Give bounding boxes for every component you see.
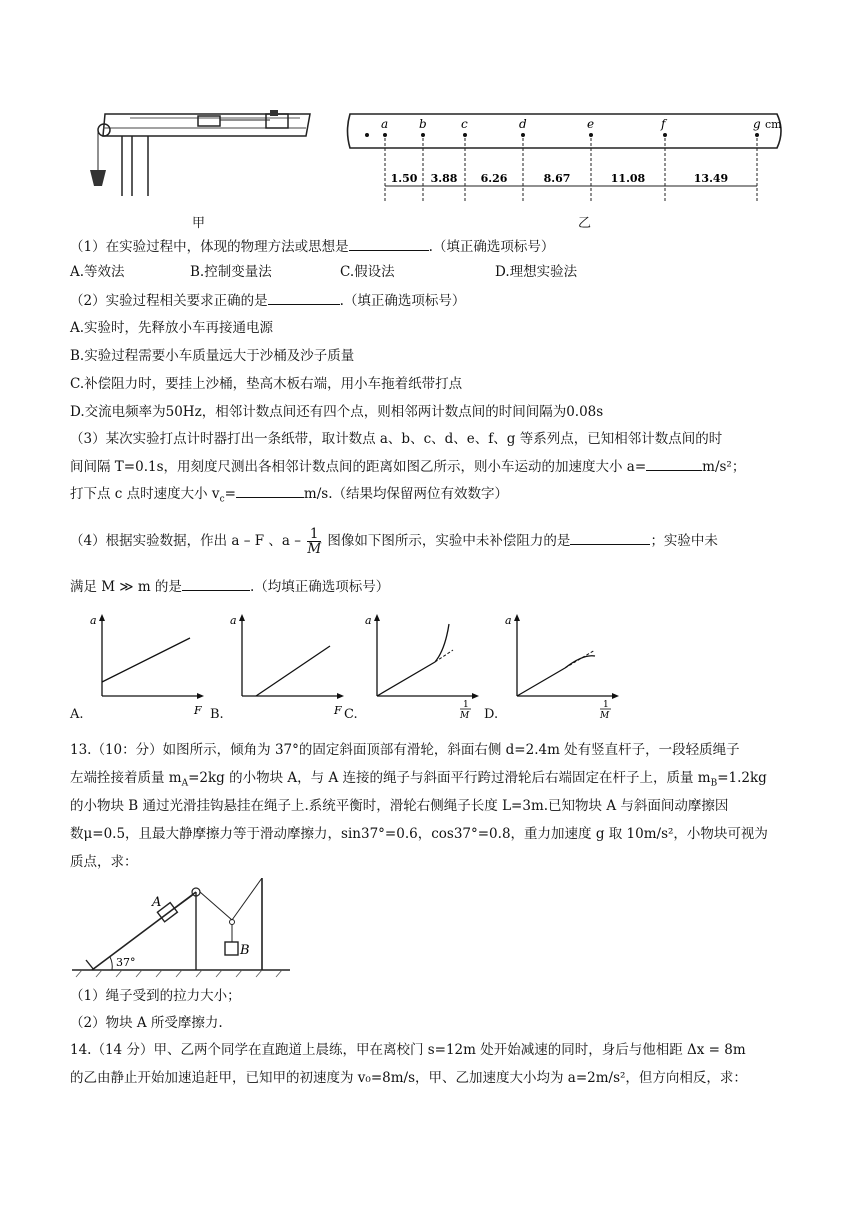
label-block-a: A (152, 895, 162, 910)
answer-blank[interactable] (182, 576, 250, 591)
q12-1-stem: （1）在实验过程中，体现的物理方法或思想是 .（填正确选项标号） (70, 236, 554, 257)
figure-yi-tape (345, 106, 785, 206)
graph-option-label: B. (210, 707, 224, 722)
graph-x-label: F (334, 704, 342, 717)
answer-blank[interactable] (570, 530, 650, 545)
q13-line1: 13.（10：分）如图所示，倾角为 37°的固定斜面顶部有滑轮，斜面右侧 d=2.4m 处有竖直杆子，一段轻质绳子 (70, 742, 740, 758)
option-b: B.控制变量法 (190, 264, 272, 280)
q13-line5: 质点，求： (70, 854, 138, 870)
q12-3-line3: 打下点 c 点时速度大小 $v_c= m/s$.（结果均保留两位有效数字） (70, 483, 508, 510)
q12-4-line2: 满足 M ≫ m 的是 .（均填正确选项标号） (70, 576, 389, 597)
q12-2-option-d: D.交流电频率为50Hz，相邻计数点间还有四个点，则相邻两计数点间的时间间隔为0.08s (70, 404, 604, 420)
q14-line2: 的乙由静止开始加速追赶甲，已知甲的初速度为 v₀=8m/s，甲、乙加速度大小均为 a=2m/s²，但方向相反，求： (70, 1070, 747, 1086)
q12-2-option-b: B.实验过程需要小车质量远大于沙桶及沙子质量 (70, 348, 355, 364)
tape-distance: 8.67 (543, 172, 571, 185)
tape-label-e: e (587, 117, 595, 131)
label-angle: 37° (116, 956, 136, 969)
tape-label-b: b (419, 117, 427, 131)
graph-x-num: 1 (463, 700, 469, 710)
graph-d (505, 610, 630, 720)
tape-point-b (421, 133, 425, 137)
tape-label-d: d (519, 117, 527, 131)
graph-x-num: 1 (603, 700, 609, 710)
tape-distance: 6.26 (480, 172, 508, 185)
q12-2-option-c: C.补偿阻力时，要挂上沙桶，垫高木板右端，用小车拖着纸带打点 (70, 376, 463, 392)
graph-option-label: C. (344, 707, 358, 722)
tape-point-a (383, 133, 387, 137)
answer-blank[interactable] (268, 290, 340, 305)
q12-2-option-a: A.实验时，先释放小车再接通电源 (70, 320, 274, 336)
graph-y-label: a (230, 614, 237, 627)
tape-label-f: f (661, 117, 666, 131)
tape-distance: 3.88 (430, 172, 458, 185)
option-d: D.理想实验法 (495, 264, 578, 280)
tape-distance: 11.08 (610, 172, 646, 185)
tape-label-c: c (461, 117, 468, 131)
graph-c (365, 610, 490, 720)
q12-4-line1: （4）根据实验数据，作出 a – F 、a – $\frac{1}{M}$ 图像如下图所示，实验中未补偿阻力的是 ；实验中未 (70, 526, 718, 557)
option-c: C.假设法 (340, 264, 395, 280)
graph-option-label: A. (70, 707, 84, 722)
figure-yi-caption: 乙 (578, 216, 592, 231)
tape-label-a: a (381, 117, 389, 131)
label-block-b: B (240, 943, 250, 958)
graph-y-label: a (365, 614, 372, 627)
q13-line2: 左端拴接着质量 $m_A=2kg$ 的小物块 A，与 A 连接的绳子与斜面平行跨过滑轮后右端固定在杆子上，质量 $m_B=1.2kg$ (70, 770, 767, 789)
q14-line1: 14.（14 分）甲、乙两个同学在直跑道上晨练，甲在离校门 s=12m 处开始减速的同时，身后与他相距 Δx = 8m (70, 1042, 746, 1058)
tape-distance: 1.50 (390, 172, 418, 185)
graph-x-label: F (194, 704, 202, 717)
graph-b (230, 610, 355, 720)
graph-a (90, 610, 215, 720)
q13-sub2: （2）物块 A 所受摩擦力. (70, 1015, 223, 1031)
q12-3-line2: 间间隔 T=0.1s，用刻度尺测出各相邻计数点间的距离如图乙所示，则小车运动的加速度大小 a= m/s²； (70, 456, 745, 477)
q13-incline-figure (72, 878, 292, 980)
answer-blank[interactable] (349, 236, 429, 251)
option-a: A.等效法 (70, 264, 125, 280)
answer-blank[interactable] (646, 456, 702, 471)
tape-point-g (755, 133, 759, 137)
tape-unit: cm (765, 118, 782, 131)
q13-sub1: （1）绳子受到的拉力大小； (70, 988, 241, 1004)
tape-point-c (463, 133, 467, 137)
graph-option-label: D. (484, 707, 499, 722)
graph-y-label: a (90, 614, 97, 627)
graph-x-den: M (600, 711, 610, 720)
answer-blank[interactable] (236, 483, 304, 498)
graph-x-den: M (460, 711, 470, 720)
tape-distance: 13.49 (693, 172, 729, 185)
graph-y-label: a (505, 614, 512, 627)
figure-jia-apparatus (70, 100, 320, 200)
q13-line4: 数μ=0.5，且最大静摩擦力等于滑动摩擦力，sin37°=0.6，cos37°=0.8，重力加速度 g 取 10m/s²，小物块可视为 (70, 826, 768, 842)
tape-point-e (589, 133, 593, 137)
tape-point-f (663, 133, 667, 137)
tape-label-g: g (753, 117, 761, 131)
tape-point-d (521, 133, 525, 137)
q13-line3: 的小物块 B 通过光滑挂钩悬挂在绳子上.系统平衡时，滑轮右侧绳子长度 L=3m.已知物块 A 与斜面间动摩擦因 (70, 798, 729, 814)
q12-2-stem: （2）实验过程相关要求正确的是 .（填正确选项标号） (70, 290, 465, 311)
fraction-1-over-m: $\frac{1}{M}$ (307, 526, 322, 557)
figure-jia-caption: 甲 (192, 216, 206, 231)
q12-3-line1: （3）某次实验打点计时器打出一条纸带，取计数点 a、b、c、d、e、f、g 等系列点，已知相邻计数点间的时 (70, 431, 723, 447)
